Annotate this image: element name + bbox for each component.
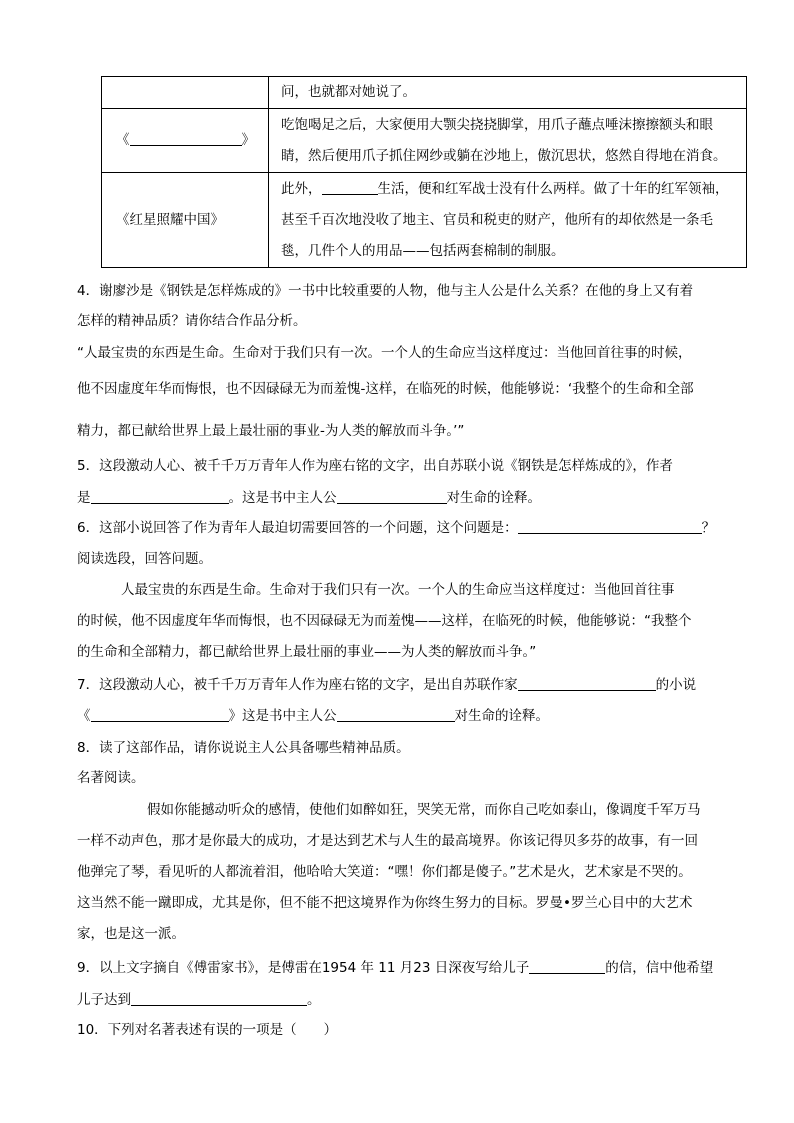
table-cell-title xyxy=(102,77,269,109)
question-10: 10．下列对名著表述有误的一项是（ ） xyxy=(77,1022,338,1038)
quote-2-line-1: 人最宝贵的东西是生命。生命对于我们只有一次。一个人的生命应当这样度过：当他回首往事 xyxy=(121,582,675,598)
excerpt-line: 毯，几件个人的用品——包括两套棉制的制服。 xyxy=(281,242,565,259)
answer-blank[interactable] xyxy=(322,179,378,195)
passage-line-5: 家，也是这一派。 xyxy=(77,926,185,942)
answer-blank[interactable] xyxy=(518,675,656,691)
passage-line-1: 假如你能撼动听众的感情，使他们如醉如狂，哭笑无常，而你自己吃如泰山，像调度千军万马 xyxy=(147,802,701,818)
question-9-line-1: 9．以上文字摘自《傅雷家书》，是傅雷在1954 年 11 月23 日深夜写给儿子 的信，信中他希望 xyxy=(77,960,714,976)
table-row xyxy=(102,173,747,268)
excerpt-line: 甚至千百次地没收了地主、官员和税吏的财产，他所有的却依然是一条毛 xyxy=(281,211,713,228)
quote-2-line-2: 的时候，他不因虚度年华而悔恨，也不因碌碌无为而羞愧——这样，在临死的时候，他能够说：“我整个 xyxy=(77,613,692,629)
famous-works-intro: 名著阅读。 xyxy=(77,770,145,786)
answer-blank[interactable] xyxy=(91,488,229,504)
quote-1-line-2: 他不因虚度年华而悔恨，也不因碌碌无为而羞愧-这样，在临死的时候，他能够说：‘我整个的生命和全部 xyxy=(77,381,694,397)
question-4-line-2: 怎样的精神品质？请你结合作品分析。 xyxy=(77,313,307,329)
quote-2-line-3: 的生命和全部精力，都已献给世界上最壮丽的事业——为人类的解放而斗争。” xyxy=(77,644,537,660)
table-cell-title: 《红星照耀中国》 xyxy=(102,173,269,268)
quote-1-line-1: “人最宝贵的东西是生命。生命对于我们只有一次。一个人的生命应当这样度过：当他回首往事的时候， xyxy=(77,345,692,361)
table-row xyxy=(102,109,747,173)
passage-line-4: 这当然不能一蹴即成，尤其是你，但不能不把这境界作为你终生努力的目标。罗曼•罗兰心目中的大艺术 xyxy=(77,895,693,911)
excerpt-line: 睛，然后便用爪子抓住网纱或躺在沙地上，傲沉思状，悠然自得地在消食。 xyxy=(281,147,727,164)
table-cell-title: 《 》 xyxy=(102,109,269,173)
question-7-line-2: 《 》这是书中主人公 对生命的诠释。 xyxy=(77,708,549,724)
question-7-line-1: 7．这段激动人心，被千千万万青年人作为座右铭的文字，是出自苏联作家 的小说 xyxy=(77,677,697,693)
passage-line-2: 一样不动声色，那才是你最大的成功，才是达到艺术与人生的最高境界。你该记得贝多芬的故事，有一回 xyxy=(77,833,698,849)
question-5-line-2: 是 。这是书中主人公 对生命的诠释。 xyxy=(77,490,541,506)
answer-blank[interactable] xyxy=(91,706,229,722)
excerpt-line: 问，也就都对她说了。 xyxy=(281,84,416,100)
answer-blank[interactable] xyxy=(518,518,702,534)
table-cell-excerpt: 此外， 生活，便和红军战士没有什么两样。做了十年的红军领袖， 甚至千百次地没收了地主、官员和税吏的财产，他所有的却依然是一条毛 毯，几件个人的用品——包括两套棉制的制服。 xyxy=(269,173,747,268)
answer-blank[interactable] xyxy=(337,488,447,504)
reading-intro: 阅读选段，回答问题。 xyxy=(77,551,212,567)
table-row xyxy=(102,77,747,109)
table-cell-excerpt xyxy=(269,77,747,109)
answer-blank[interactable] xyxy=(131,990,307,1006)
question-9-line-2: 儿子达到 。 xyxy=(77,992,321,1008)
quote-1-line-3: 精力，都已献给世界上最上最壮丽的事业-为人类的解放而斗争。’” xyxy=(77,423,465,439)
question-8: 8．读了这部作品，请你说说主人公具备哪些精神品质。 xyxy=(77,740,410,756)
answer-blank[interactable] xyxy=(529,958,605,974)
answer-blank[interactable] xyxy=(337,706,455,722)
literature-table xyxy=(101,76,747,268)
passage-line-3: 他弹完了琴，看见听的人都流着泪，他哈哈大笑道：“嘿！你们都是傻子。”艺术是火，艺术家是不哭的。 xyxy=(77,864,692,880)
question-5-line-1: 5．这段激动人心、被千千万万青年人作为座右铭的文字，出自苏联小说《钢铁是怎样炼成的》，作者 xyxy=(77,458,673,474)
excerpt-line: 吃饱喝足之后，大家便用大颚尖挠挠脚掌，用爪子蘸点唾沫擦擦额头和眼 xyxy=(281,116,713,133)
table-cell-excerpt xyxy=(269,109,747,173)
answer-blank[interactable] xyxy=(130,130,242,146)
question-4-line-1: 4．谢廖沙是《钢铁是怎样炼成的》一书中比较重要的人物，他与主人公是什么关系？在他的身上又有着 xyxy=(77,283,694,299)
question-6: 6．这部小说回答了作为青年人最迫切需要回答的一个问题，这个问题是： ？ xyxy=(77,520,716,536)
